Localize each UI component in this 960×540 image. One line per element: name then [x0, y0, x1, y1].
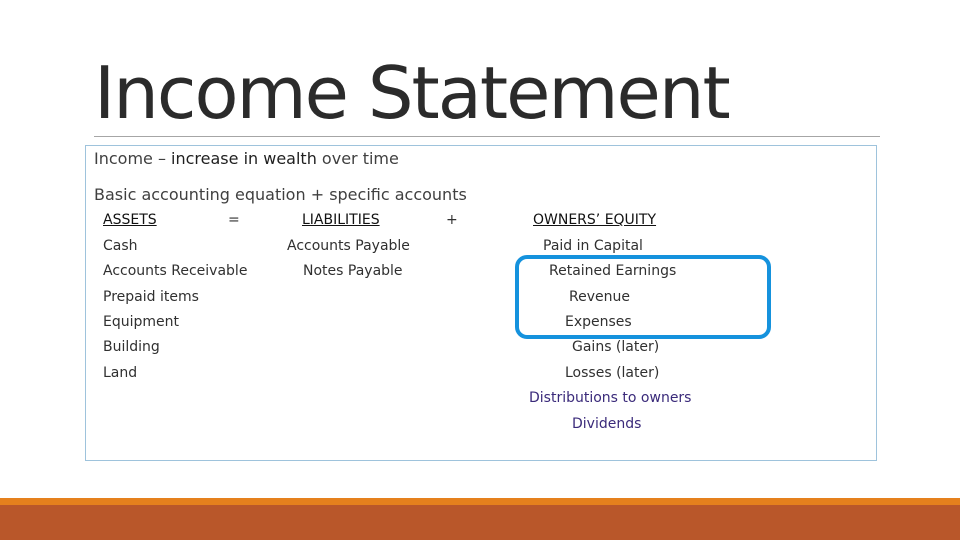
income-accounts-highlight: [515, 255, 771, 339]
liability-item: Accounts Payable: [287, 238, 410, 254]
equals-sign: =: [228, 212, 240, 228]
equity-item: Expenses: [565, 314, 632, 330]
equity-item: Gains (later): [572, 339, 660, 355]
liabilities-heading: LIABILITIES: [302, 212, 380, 228]
income-definition-suffix: over time: [316, 149, 399, 168]
liability-item: Notes Payable: [303, 263, 403, 279]
asset-item: Prepaid items: [103, 289, 199, 305]
equation-intro: Basic accounting equation + specific accounts: [94, 185, 467, 204]
asset-item: Building: [103, 339, 160, 355]
income-definition-prefix: Income –: [94, 149, 172, 168]
asset-item: Cash: [103, 238, 138, 254]
owners-equity-heading: OWNERS’ EQUITY: [533, 212, 657, 228]
income-definition: [94, 149, 399, 168]
slide-title: Income Statement: [94, 51, 729, 135]
asset-item: Equipment: [103, 314, 179, 330]
asset-item: Land: [103, 365, 138, 381]
title-divider: [94, 136, 880, 137]
equity-item: Losses (later): [565, 365, 660, 381]
footer-accent-band: [0, 498, 960, 505]
equity-item: Distributions to owners: [529, 390, 692, 406]
equity-item: Retained Earnings: [549, 263, 677, 279]
assets-heading: ASSETS: [103, 212, 157, 228]
income-definition-emphasis: increase in wealth: [171, 149, 317, 168]
footer-band: [0, 505, 960, 540]
equity-item: Revenue: [569, 289, 630, 305]
equity-item: Paid in Capital: [543, 238, 643, 254]
plus-sign: +: [446, 212, 458, 228]
equity-item: Dividends: [572, 416, 642, 432]
asset-item: Accounts Receivable: [103, 263, 248, 279]
